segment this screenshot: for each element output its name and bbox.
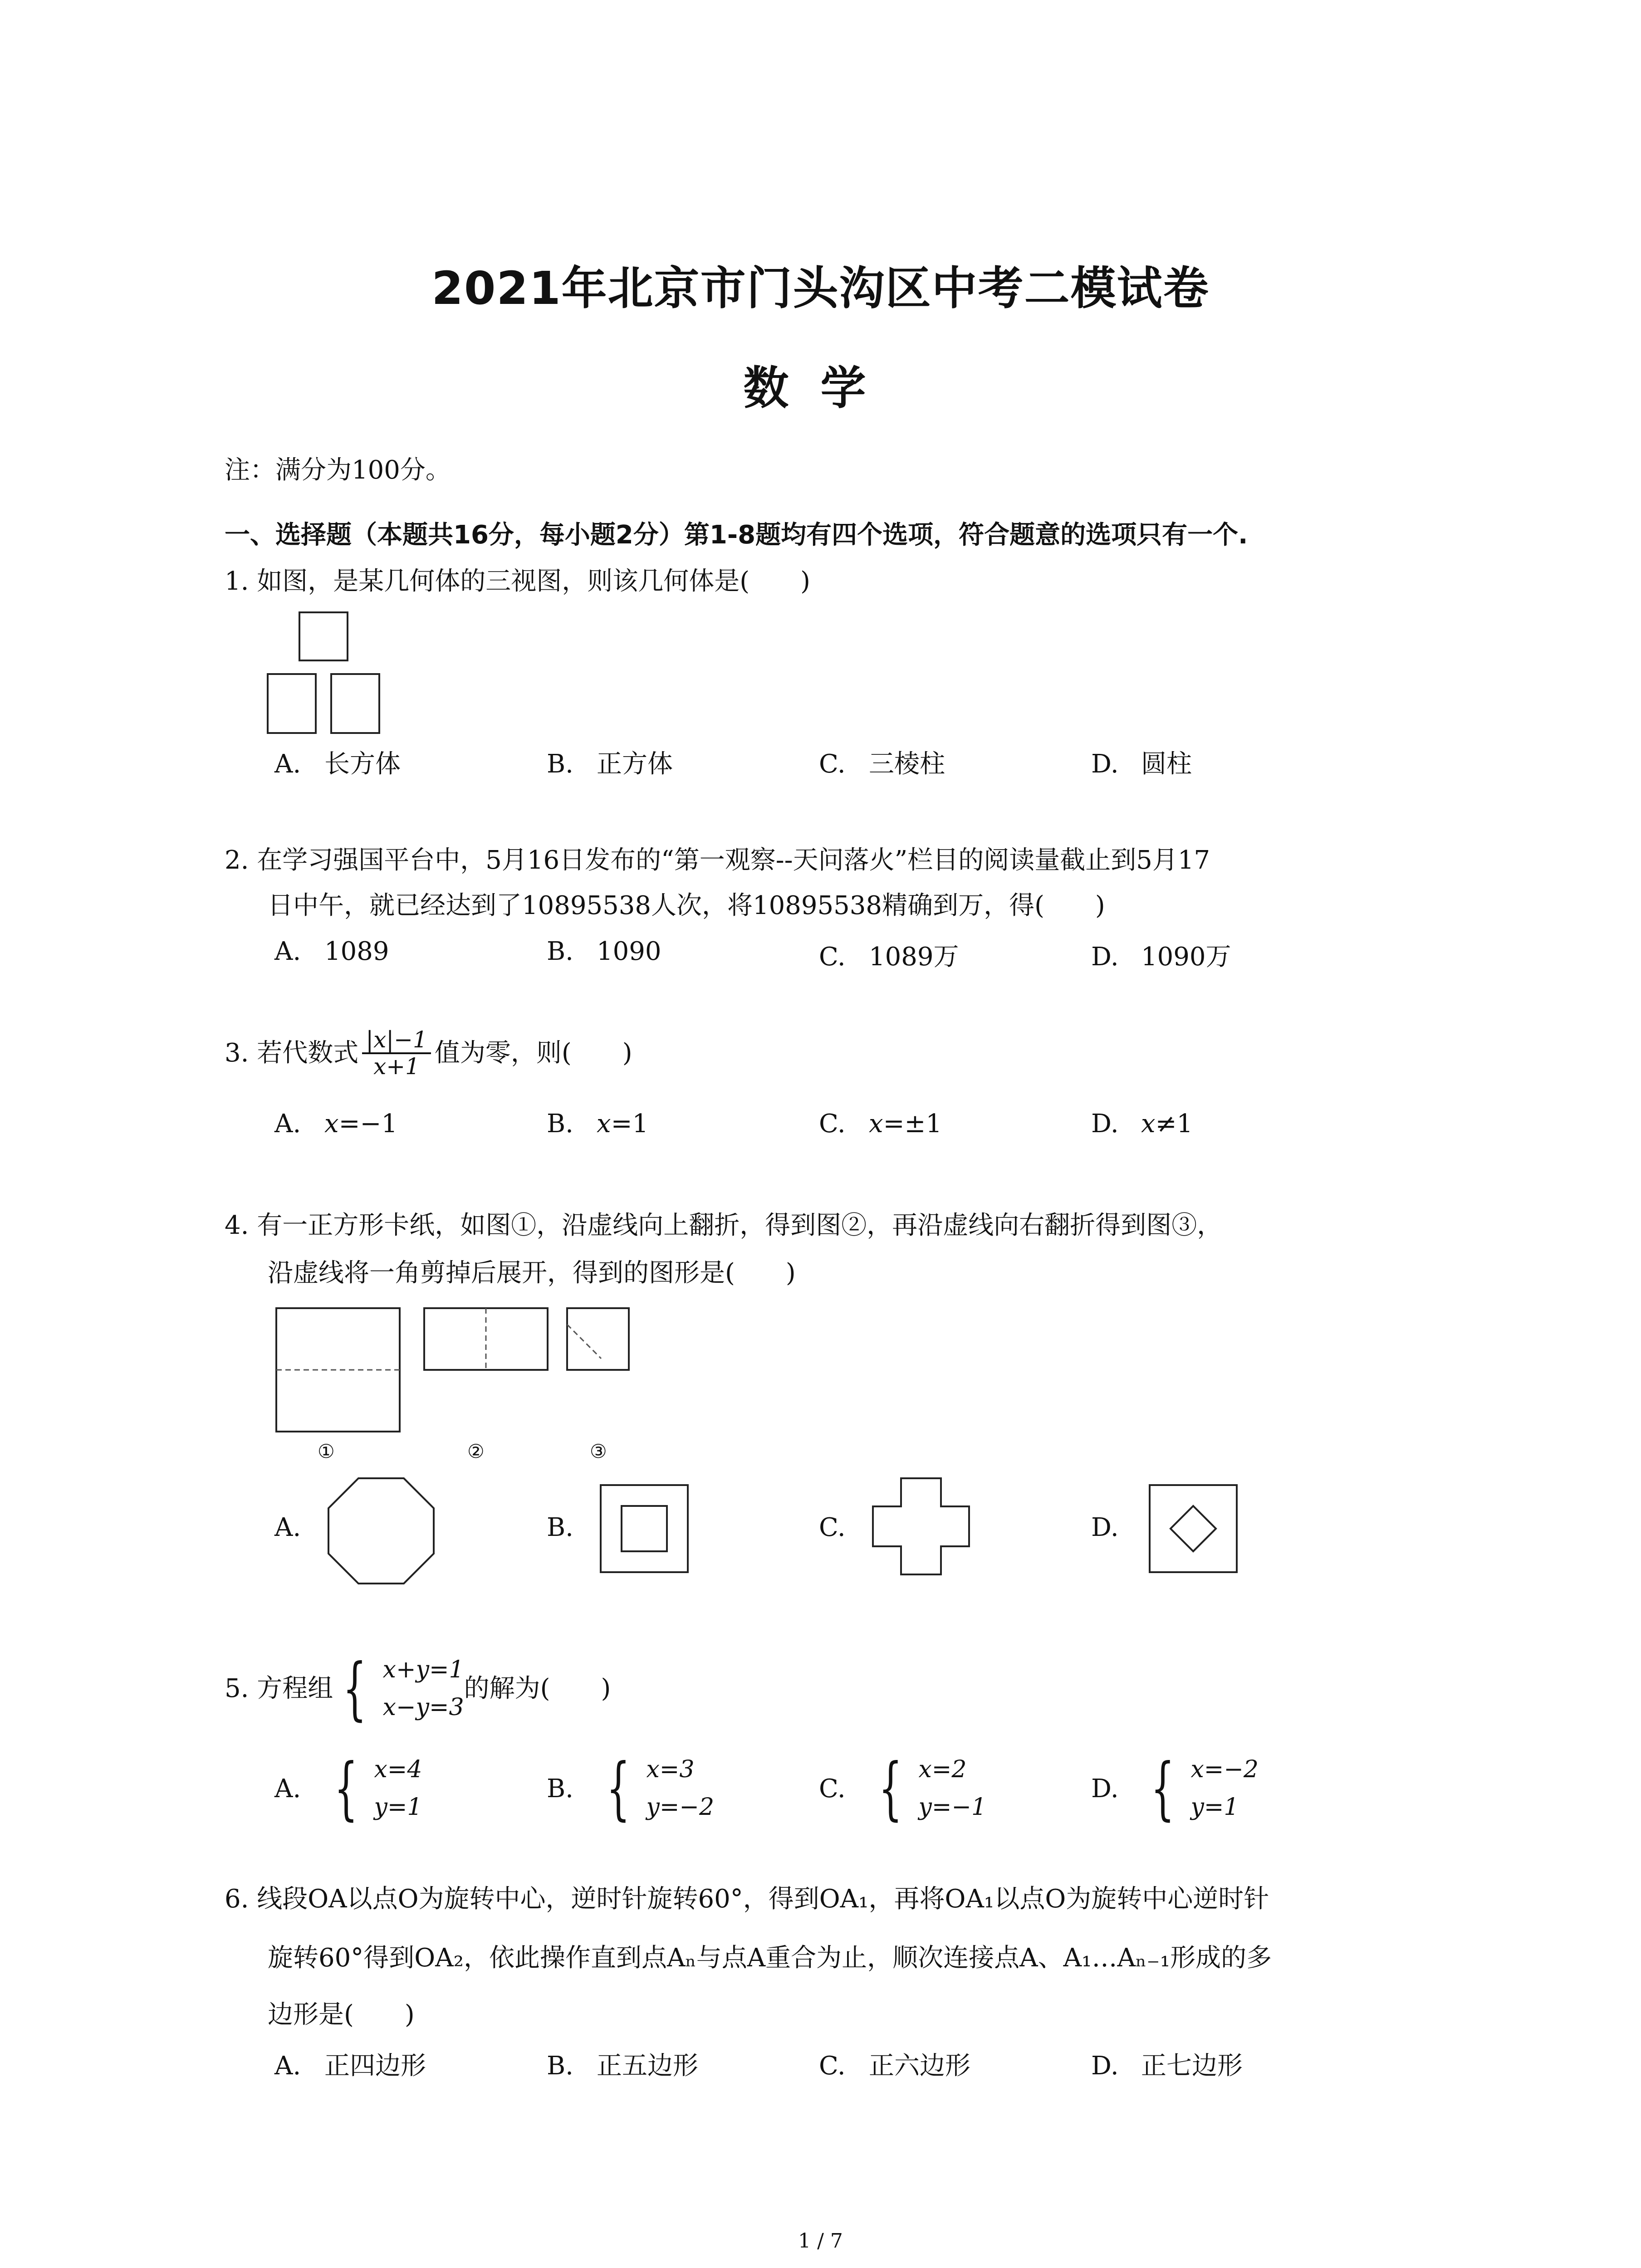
q5-eq1: x+y=1 [382, 1656, 464, 1683]
q3-prefix: 3. 若代数式 [225, 1038, 359, 1068]
q5-equation-system: { x+y=1 x−y=3 [343, 1649, 464, 1729]
question-1-text: 1. 如图，是某几何体的三视图，则该几何体是( ) [225, 567, 810, 596]
q5-eq2: x−y=3 [382, 1694, 464, 1721]
q4-option-c-label[interactable]: C. [819, 1513, 846, 1542]
q2-option-c[interactable]: C. 1089万 [819, 942, 959, 972]
page-number: 1 / 7 [798, 2229, 843, 2253]
q6-option-d[interactable]: D. 正七边形 [1091, 2051, 1243, 2081]
question-5-text [225, 1649, 611, 1729]
question-6-line2: 旋转60°得到OA₂，依此操作直到点Aₙ与点A重合为止，顺次连接点A、A₁…Aₙ₋₁形成的多 [268, 1943, 1272, 1973]
question-4-line1: 4. 有一正方形卡纸，如图①，沿虚线向上翻折，得到图②，再沿虚线向右翻折得到图③， [225, 1211, 1223, 1240]
q6-option-a[interactable]: A. 正四边形 [274, 2051, 426, 2081]
q3-option-d[interactable]: D. x≠1 [1091, 1109, 1193, 1139]
score-note: 注：满分为100分。 [225, 455, 451, 485]
q1-option-a[interactable]: A. 长方体 [274, 749, 401, 779]
question-2-line1: 2. 在学习强国平台中，5月16日发布的“第一观察--天问落火”栏目的阅读量截止到5月17 [225, 846, 1210, 875]
q5-prefix: 5. 方程组 [225, 1673, 333, 1703]
q4-option-a-octagon[interactable] [327, 1476, 436, 1585]
q5-option-c[interactable]: C. { x=2 y=−1 [819, 1749, 987, 1828]
q6-option-b[interactable]: B. 正五边形 [547, 2051, 698, 2081]
question-2-line2: 日中午，就已经达到了10895538人次，将10895538精确到万，得( ) [268, 891, 1105, 920]
fig1-full-square [276, 1308, 400, 1432]
question-4-line2: 沿虚线将一角剪掉后展开，得到的图形是( ) [268, 1258, 796, 1288]
q1-option-d[interactable]: D. 圆柱 [1091, 749, 1192, 779]
q3-option-b[interactable]: B. x=1 [547, 1109, 649, 1139]
q3-denominator: x+1 [373, 1053, 420, 1080]
side-view-rect [331, 674, 379, 733]
top-view-square [299, 612, 348, 660]
q3-option-a[interactable]: A. x=−1 [274, 1109, 398, 1139]
q5-option-a[interactable]: A. { x=4 y=1 [274, 1749, 422, 1828]
fig2-half-rect [424, 1308, 548, 1370]
question-6-line1: 6. 线段OA以点O为旋转中心，逆时针旋转60°，得到OA₁，再将OA₁以点O为旋转中心逆时针 [225, 1884, 1269, 1914]
fig3-label: ③ [590, 1440, 607, 1462]
subject-title: 数学 [743, 362, 898, 415]
q2-option-b[interactable]: B. 1090 [547, 937, 661, 966]
q2-option-a[interactable]: A. 1089 [274, 937, 389, 966]
q4-option-b-label[interactable]: B. [547, 1513, 573, 1542]
q3-option-c[interactable]: C. x=±1 [819, 1109, 942, 1139]
q4-option-c-cross[interactable] [871, 1476, 971, 1576]
question-6-line3: 边形是( ) [268, 2000, 415, 2029]
q3-numerator: |x|−1 [362, 1027, 431, 1054]
q4-option-d-diamond-hole[interactable] [1148, 1483, 1239, 1574]
folding-figures [274, 1306, 633, 1438]
q5-option-d[interactable]: D. { x=−2 y=1 [1091, 1749, 1259, 1828]
q5-suffix: 的解为( ) [464, 1673, 611, 1703]
q4-option-b-square-hole[interactable] [599, 1483, 690, 1574]
fig2-label: ② [467, 1440, 485, 1462]
question-3-text [225, 1027, 632, 1079]
three-view-figure [268, 612, 390, 739]
q4-option-a-label[interactable]: A. [274, 1513, 301, 1542]
q1-option-c[interactable]: C. 三棱柱 [819, 749, 945, 779]
q3-fraction [362, 1027, 431, 1079]
q6-option-c[interactable]: C. 正六边形 [819, 2051, 970, 2081]
q1-option-b[interactable]: B. 正方体 [547, 749, 673, 779]
page-title: 2021年北京市门头沟区中考二模试卷 [431, 262, 1210, 315]
fig1-label: ① [318, 1440, 335, 1462]
q4-option-d-label[interactable]: D. [1091, 1513, 1119, 1542]
section-heading: 一、选择题（本题共16分，每小题2分）第1-8题均有四个选项，符合题意的选项只有一个. [225, 520, 1248, 550]
q5-option-b[interactable]: B. { x=3 y=−2 [547, 1749, 715, 1828]
q3-suffix: 值为零，则( ) [434, 1038, 632, 1068]
q2-option-d[interactable]: D. 1090万 [1091, 942, 1231, 972]
fig3-quarter-square [567, 1308, 629, 1370]
front-view-rect [268, 674, 316, 733]
